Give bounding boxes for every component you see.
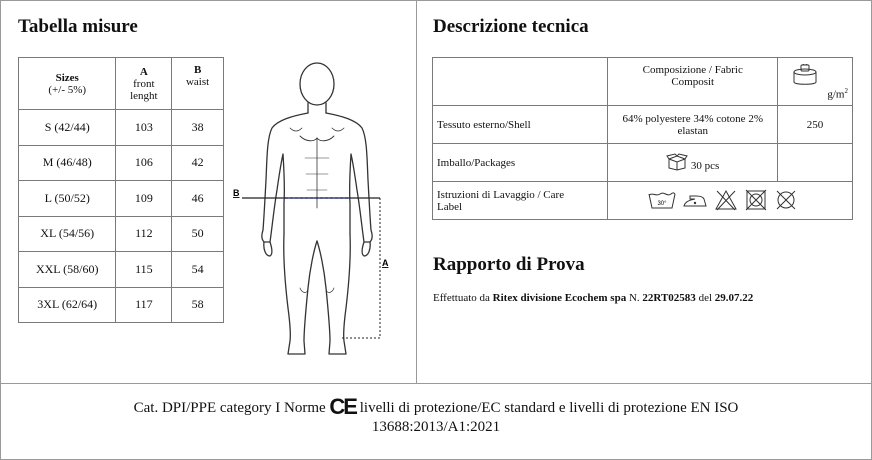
size-cell: XXL (58/60) — [19, 252, 116, 288]
a-cell: 117 — [116, 287, 172, 323]
a-cell: 112 — [116, 216, 172, 252]
test-report-title: Rapporto di Prova — [433, 254, 585, 275]
weight-header — [778, 58, 853, 106]
table-row — [19, 287, 224, 323]
body-measurement-figure — [230, 58, 405, 368]
table-row — [19, 110, 224, 146]
size-cell: S (42/44) — [19, 110, 116, 146]
package-box-icon — [666, 153, 688, 171]
ce-mark-icon: CE — [329, 394, 356, 419]
label-b: B — [233, 188, 240, 198]
size-cell: M (46/48) — [19, 145, 116, 181]
svg-text:30°: 30° — [657, 200, 667, 207]
composition-header: Composizione / Fabric Composit — [608, 58, 778, 106]
weight-unit: $g/m^2$ — [827, 87, 848, 101]
no-tumble-dry-icon — [744, 189, 768, 211]
size-table-header — [19, 58, 224, 110]
size-table — [18, 57, 224, 323]
packages-row — [433, 144, 853, 182]
size-cell: 3XL (62/64) — [19, 287, 116, 323]
b-cell: 54 — [172, 252, 224, 288]
b-cell: 38 — [172, 110, 224, 146]
packages-label: Imballo/Packages — [433, 144, 608, 182]
tech-description-title: Descrizione tecnica — [433, 16, 589, 37]
header-a: A front lenght — [116, 58, 172, 110]
care-row — [433, 182, 853, 220]
b-cell: 46 — [172, 181, 224, 217]
b-cell: 58 — [172, 287, 224, 323]
a-cell: 115 — [116, 252, 172, 288]
shell-row — [433, 106, 853, 144]
a-cell: 106 — [116, 145, 172, 181]
packages-value-cell — [608, 144, 778, 182]
footer-certification: Cat. DPI/PPE category I Norme CE livelli di protezione/EC standard e livelli di protezione EN ISO 13688:2013/A1:2021 — [133, 394, 739, 435]
a-cell: 103 — [116, 110, 172, 146]
tech-header-row — [433, 58, 853, 106]
empty-cell — [433, 58, 608, 106]
label-a: A — [382, 258, 389, 268]
shell-weight: 250 — [778, 106, 853, 144]
table-row — [19, 181, 224, 217]
size-cell: XL (54/56) — [19, 216, 116, 252]
b-cell: 42 — [172, 145, 224, 181]
iron-low-icon — [682, 190, 708, 210]
horizontal-divider — [0, 383, 872, 384]
packages-value: 30 pcs — [690, 160, 720, 172]
shell-composition: 64% polyestere 34% cotone 2% elastan — [608, 106, 778, 144]
test-report-text: Effettuato da Ritex divisione Ecochem spa N. 22RT02583 del 29.07.22 — [433, 292, 754, 304]
wash-30-icon — [648, 190, 676, 210]
table-row — [19, 145, 224, 181]
table-row — [19, 252, 224, 288]
empty-cell — [778, 144, 853, 182]
b-cell: 50 — [172, 216, 224, 252]
weight-icon — [792, 64, 818, 88]
care-icons-cell — [608, 182, 853, 220]
table-row — [19, 216, 224, 252]
vertical-divider — [416, 0, 417, 383]
size-cell: L (50/52) — [19, 181, 116, 217]
header-sizes: Sizes (+/- 5%) — [19, 58, 116, 110]
no-dry-clean-icon — [774, 189, 798, 211]
tech-table — [432, 57, 853, 220]
header-b: B waist — [172, 58, 224, 110]
care-label: Istruzioni di Lavaggio / Care Label — [433, 182, 608, 220]
size-table-title: Tabella misure — [18, 16, 138, 37]
a-cell: 109 — [116, 181, 172, 217]
shell-label: Tessuto esterno/Shell — [433, 106, 608, 144]
no-bleach-icon — [714, 189, 738, 211]
